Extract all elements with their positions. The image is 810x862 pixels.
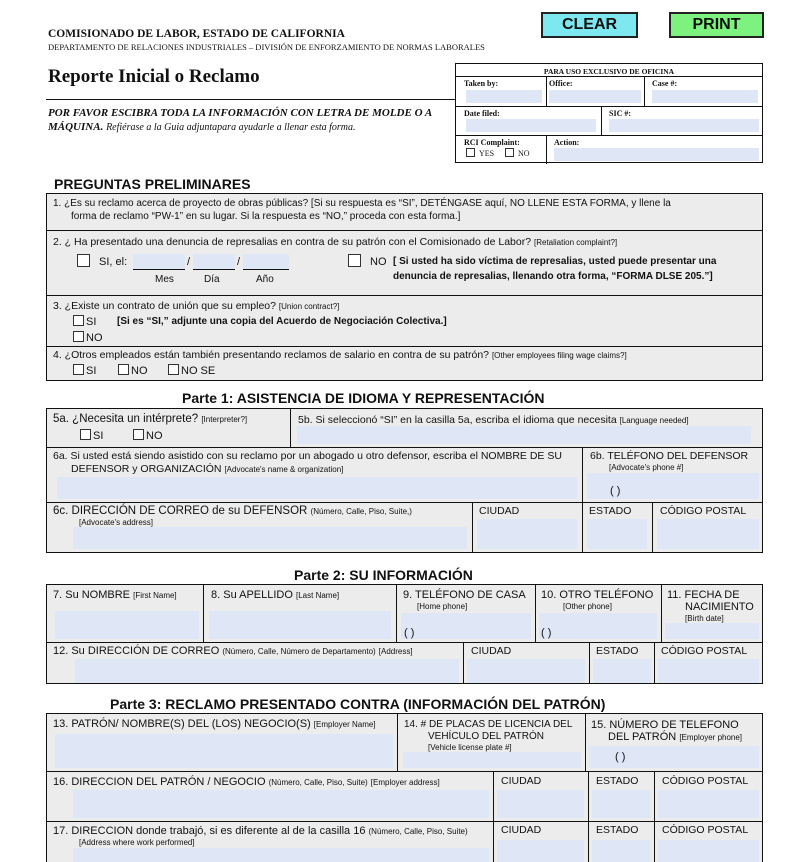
field-8-english: [Last Name]	[296, 591, 340, 600]
form-title: Reporte Inicial o Reclamo	[48, 66, 260, 87]
q2-month-field[interactable]	[133, 254, 185, 270]
field-6b-english: [Advocate's phone #]	[609, 463, 684, 472]
taken-by-field[interactable]	[466, 90, 542, 103]
q2-day-field[interactable]	[193, 254, 235, 270]
question-3-english: [Union contract?]	[278, 302, 340, 311]
work-zip-label: CÓDIGO POSTAL	[662, 824, 749, 836]
field-9-english: [Home phone]	[417, 602, 468, 611]
case-label: Case #:	[652, 79, 678, 88]
field-15-text2: DEL PATRÓN	[608, 731, 677, 743]
part3-heading: Parte 3: RECLAMO PRESENTADO CONTRA (INFORMACIÓN DEL PATRÓN)	[110, 696, 606, 712]
zip-input[interactable]	[658, 659, 759, 683]
work-city-label: CIUDAD	[501, 824, 542, 836]
field-6a-text2: DEFENSOR y ORGANIZACIÓN	[71, 463, 222, 475]
employer-zip-label: CÓDIGO POSTAL	[662, 775, 749, 787]
f5a-si-checkbox[interactable]	[80, 429, 91, 440]
state-input[interactable]	[593, 659, 651, 683]
q3-si-label: SI	[86, 316, 97, 328]
q3-si-checkbox[interactable]	[73, 315, 84, 326]
date-slash-2: /	[237, 256, 241, 268]
field-6b: 6b. TELÉFONO DEL DEFENSOR	[590, 450, 749, 462]
field-15: 15. NÚMERO DE TELEFONO	[591, 719, 739, 731]
field-12-text: 12. Su DIRECCIÓN DE CORREO	[53, 645, 220, 657]
field-11-cont: NACIMIENTO	[685, 601, 754, 613]
advocate-phone-paren: ( )	[610, 485, 621, 497]
advocate-state-input[interactable]	[587, 519, 647, 549]
field-17	[53, 825, 468, 837]
home-phone-input[interactable]	[401, 613, 531, 639]
employer-zip-input[interactable]	[658, 790, 759, 818]
part3-section	[46, 713, 763, 862]
part2-section	[46, 584, 763, 684]
instructions	[48, 106, 448, 135]
department-name: DEPARTAMENTO DE RELACIONES INDUSTRIALES – DIVISIÓN DE ENFORZAMIENTO DE NORMAS LABORALES	[48, 42, 485, 52]
language-input[interactable]	[297, 426, 751, 444]
other-phone-input[interactable]	[539, 613, 657, 639]
q2-note-2: denuncia de represalias, llenando otra forma, “FORMA DLSE 205.”]	[393, 271, 713, 282]
field-13-english: [Employer Name]	[313, 720, 376, 729]
q4-no-label: NO	[131, 365, 148, 377]
employer-city-label: CIUDAD	[501, 775, 542, 787]
field-10: 10. OTRO TELÉFONO	[541, 589, 654, 601]
action-label: Action:	[554, 138, 580, 147]
question-2-text: 2. ¿ Ha presentado una denuncia de represalias en contra de su patrón con el Comisionado de Labor?	[53, 236, 532, 248]
office-use-title: PARA USO EXCLUSIVO DE OFICINA	[543, 67, 675, 76]
license-plate-input[interactable]	[403, 752, 581, 768]
state-label: ESTADO	[596, 645, 639, 657]
question-1-cont: forma de reclamo “PW-1” en su lugar. Si la respuesta es “NO,” proceda con esta forma.]	[71, 211, 461, 222]
q2-si-label: SI, el:	[99, 256, 128, 268]
city-input[interactable]	[467, 659, 585, 683]
q3-note: [Si es “SI,” adjunte una copia del Acuerdo de Negociación Colectiva.]	[117, 316, 447, 327]
advocate-state-label: ESTADO	[589, 505, 632, 517]
q3-no-label: NO	[86, 332, 103, 344]
birth-date-input[interactable]	[665, 623, 759, 639]
field-13-text: 13. PATRÓN/ NOMBRE(S) DEL (LOS) NEGOCIO(S)	[53, 718, 311, 730]
q2-no-checkbox[interactable]	[348, 254, 361, 267]
last-name-input[interactable]	[209, 611, 391, 639]
q4-nose-checkbox[interactable]	[168, 364, 179, 375]
q4-no-checkbox[interactable]	[118, 364, 129, 375]
instructions-bold: POR FAVOR ESCIBRA TODA LA INFORMACIÓN CON LETRA DE MOLDE O A MÁQUINA.	[48, 107, 432, 133]
field-14: 14. # DE PLACAS DE LICENCIA DEL	[404, 719, 573, 730]
field-5b-text: 5b. Si seleccionó “SI” en la casilla 5a, escriba el idioma que necesita	[298, 414, 617, 426]
advocate-name-input[interactable]	[57, 477, 577, 499]
field-11-english: [Birth date]	[685, 614, 724, 623]
other-phone-paren: ( )	[541, 627, 552, 639]
advocate-city-label: CIUDAD	[479, 505, 520, 517]
q2-day-label: Día	[204, 274, 220, 285]
field-5a	[53, 413, 247, 425]
field-6c-sub: (Número, Calle, Piso, Suite,)	[310, 507, 412, 516]
sic-field[interactable]	[609, 119, 759, 132]
q2-month-label: Mes	[155, 274, 174, 285]
agency-name: COMISIONADO DE LABOR, ESTADO DE CALIFORNIA	[48, 28, 345, 40]
sic-label: SIC #:	[609, 109, 632, 118]
question-3	[53, 300, 339, 312]
work-state-label: ESTADO	[596, 824, 639, 836]
rci-no-checkbox[interactable]	[505, 148, 514, 157]
rci-no-label: NO	[518, 149, 530, 158]
field-5a-english: [Interpreter?]	[201, 415, 248, 424]
field-16-text: 16. DIRECCION DEL PATRÓN / NEGOCIO	[53, 776, 266, 788]
field-15-english: [Employer phone]	[679, 733, 743, 742]
date-filed-label: Date filed:	[464, 109, 500, 118]
field-6c	[53, 505, 412, 517]
field-9: 9. TELÉFONO DE CASA	[403, 589, 526, 601]
employer-city-input[interactable]	[497, 790, 584, 818]
q4-si-label: SI	[86, 365, 97, 377]
field-10-english: [Other phone]	[563, 602, 612, 611]
field-7-english: [First Name]	[133, 591, 177, 600]
question-4-text: 4. ¿Otros empleados están también presentando reclamos de salario en contra de su patrón?	[53, 349, 490, 361]
question-2-english: [Retaliation complaint?]	[534, 238, 618, 247]
field-16-english: [Employer address]	[370, 778, 440, 787]
field-6a-english: [Advocate's name & organization]	[224, 465, 344, 474]
question-2	[53, 236, 617, 248]
advocate-zip-input[interactable]	[657, 519, 759, 549]
q2-year-label: Año	[256, 274, 274, 285]
field-8	[211, 589, 339, 601]
field-17-text: 17. DIRECCION donde trabajó, si es diferente al de la casilla 16	[53, 825, 366, 837]
field-11: 11. FECHA DE	[667, 589, 740, 601]
q2-si-checkbox[interactable]	[77, 254, 90, 267]
address-input[interactable]	[75, 659, 459, 683]
q4-si-checkbox[interactable]	[73, 364, 84, 375]
field-14-cont: VEHÍCULO DEL PATRÓN	[428, 731, 544, 742]
work-state-input[interactable]	[592, 840, 650, 862]
employer-address-input[interactable]	[73, 790, 489, 818]
action-field[interactable]	[554, 148, 759, 161]
field-14-english: [Vehicle license plate #]	[428, 743, 512, 752]
office-use-box	[455, 63, 763, 163]
zip-label: CÓDIGO POSTAL	[661, 645, 748, 657]
q2-no-label: NO	[370, 256, 387, 268]
q2-year-field[interactable]	[243, 254, 289, 270]
work-zip-input[interactable]	[658, 840, 759, 862]
field-5b-english: [Language needed]	[619, 416, 689, 425]
f5a-no-label: NO	[146, 430, 163, 442]
field-17-sub: (Número, Calle, Piso, Suite)	[368, 827, 468, 836]
field-6a: 6a. Si usted está siendo asistido con su reclamo por un abogado u otro defensor, escriba el NOMBRE DE SU	[53, 450, 562, 462]
advocate-zip-label: CÓDIGO POSTAL	[660, 505, 747, 517]
case-field[interactable]	[652, 90, 758, 103]
field-7-text: 7. Su NOMBRE	[53, 589, 131, 601]
office-label: Office:	[549, 79, 573, 88]
field-16	[53, 776, 440, 788]
instructions-rest: Refiérase a la Guia adjuntapara ayudarle a llenar esta forma.	[106, 122, 356, 133]
city-label: CIUDAD	[471, 645, 512, 657]
rci-yes-checkbox[interactable]	[466, 148, 475, 157]
field-6c-english: [Advocate's address]	[79, 518, 154, 527]
field-6a-cont	[71, 463, 343, 475]
field-17-english: [Address where work performed]	[79, 838, 195, 847]
f5a-no-checkbox[interactable]	[133, 429, 144, 440]
q2-note-1: [ Si usted ha sido víctima de represalias, usted puede presentar una	[393, 256, 717, 267]
first-name-input[interactable]	[55, 611, 199, 639]
field-8-text: 8. Su APELLIDO	[211, 589, 293, 601]
q4-nose-label: NO SE	[181, 365, 216, 377]
employer-name-input[interactable]	[55, 734, 393, 768]
field-15-cont	[608, 731, 742, 743]
home-phone-paren: ( )	[404, 627, 415, 639]
work-city-input[interactable]	[497, 840, 584, 862]
preliminary-heading: PREGUNTAS PRELIMINARES	[54, 176, 251, 192]
field-6c-text: 6c. DIRECCIÓN DE CORREO de su DEFENSOR	[53, 505, 308, 517]
field-12	[53, 645, 413, 657]
advocate-city-input[interactable]	[477, 519, 577, 549]
advocate-address-input[interactable]	[73, 527, 467, 549]
field-12-sub: (Número, Calle, Número de Departamento)	[222, 647, 376, 656]
office-field[interactable]	[549, 90, 641, 103]
question-3-text: 3. ¿Existe un contrato de unión que su empleo?	[53, 300, 276, 312]
field-7	[53, 589, 177, 601]
taken-by-label: Taken by:	[464, 79, 499, 88]
part1-section	[46, 408, 763, 553]
employer-state-label: ESTADO	[596, 775, 639, 787]
field-13	[53, 718, 376, 730]
f5a-si-label: SI	[93, 430, 104, 442]
date-slash-1: /	[187, 256, 191, 268]
rci-label: RCI Complaint:	[464, 138, 520, 147]
clear-button[interactable]: CLEAR	[541, 12, 638, 38]
part1-heading: Parte 1: ASISTENCIA DE IDIOMA Y REPRESENTACIÓN	[182, 390, 545, 406]
question-1: 1. ¿Es su reclamo acerca de proyecto de obras públicas? [Si su respuesta es “SI”, DETÉNGASE aquí, NO LLENE ESTA FORMA, y llene la	[53, 198, 671, 209]
question-4	[53, 349, 627, 361]
q3-no-checkbox[interactable]	[73, 331, 84, 342]
work-address-input[interactable]	[73, 848, 489, 862]
employer-state-input[interactable]	[592, 790, 650, 818]
print-button[interactable]: PRINT	[669, 12, 764, 38]
preliminary-section	[46, 193, 763, 381]
employer-phone-paren: ( )	[615, 751, 626, 763]
date-filed-field[interactable]	[466, 119, 596, 132]
field-12-english: [Address]	[378, 647, 413, 656]
field-5b	[298, 414, 689, 426]
title-divider	[46, 99, 456, 100]
question-4-english: [Other employees filing wage claims?]	[491, 351, 627, 360]
part2-heading: Parte 2: SU INFORMACIÓN	[294, 567, 473, 583]
field-5a-text: 5a. ¿Necesita un intérprete?	[53, 413, 199, 425]
field-16-sub: (Número, Calle, Piso, Suite)	[268, 778, 368, 787]
rci-yes-label: YES	[479, 149, 495, 158]
